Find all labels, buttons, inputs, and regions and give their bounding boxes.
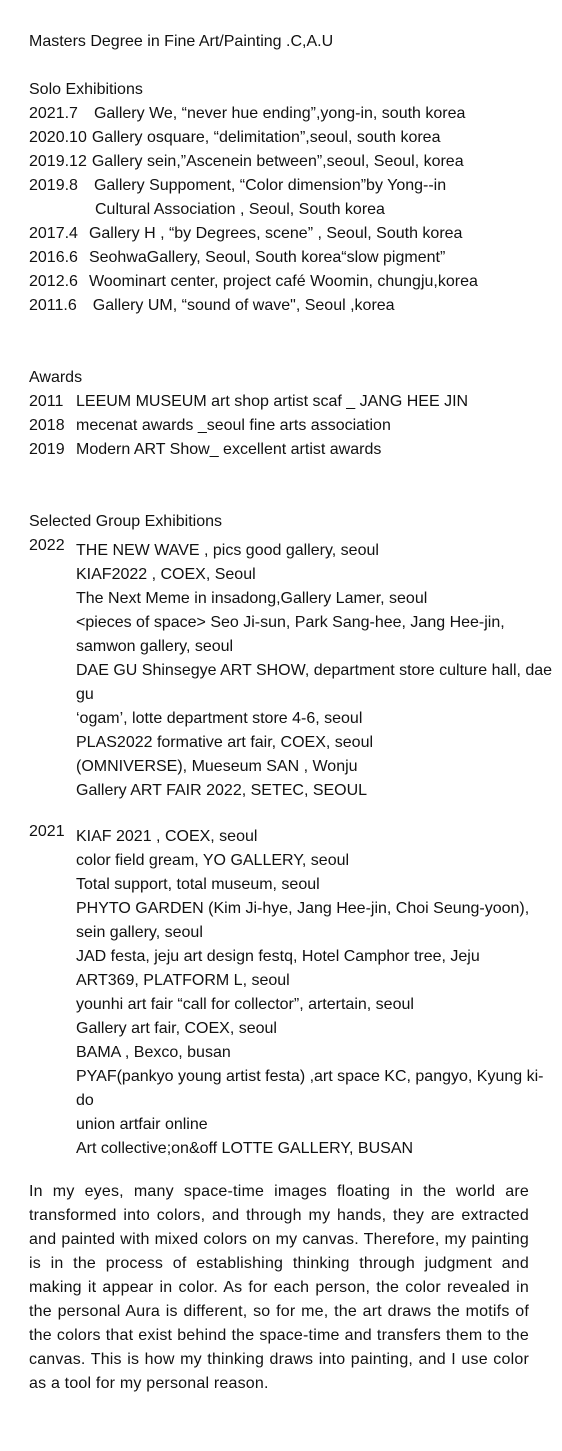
group-exhibition-item: THE NEW WAVE , pics good gallery, seoul	[76, 542, 379, 559]
group-exhibition-item: PLAS2022 formative art fair, COEX, seoul	[76, 734, 374, 751]
group-exhibition-item: Gallery ART FAIR 2022, SETEC, SEOUL	[76, 782, 368, 799]
solo-exhibition-text: SeohwaGallery, Seoul, South korea“slow pigment”	[88, 249, 446, 266]
solo-exhibition-date: 2019.12	[29, 153, 87, 170]
group-exhibition-item: DAE GU Shinsegye ART SHOW, department store culture hall, dae gu	[76, 662, 553, 703]
award-year: 2018	[29, 417, 65, 434]
solo-exhibition-text-continued: Cultural Association , Seoul, South korea	[95, 201, 385, 218]
solo-exhibition-text: Gallery We, “never hue ending”,yong-in, south korea	[93, 105, 466, 122]
solo-exhibition-date: 2020.10	[29, 129, 87, 146]
solo-exhibition-date: 2016.6	[29, 249, 78, 266]
group-year-label: 2022	[29, 537, 65, 554]
solo-exhibition-item	[29, 126, 529, 150]
group-exhibition-item: union artfair online	[76, 1116, 208, 1133]
solo-exhibition-date: 2011.6	[29, 297, 77, 314]
group-exhibition-item: PYAF(pankyo young artist festa) ,art space KC, pangyo, Kyung ki-do	[76, 1068, 544, 1109]
solo-exhibition-date: 2021.7	[29, 105, 78, 122]
group-exhibition-list	[76, 825, 556, 1161]
solo-exhibitions-section	[29, 78, 529, 318]
group-exhibition-item: The Next Meme in insadong,Gallery Lamer, seoul	[76, 590, 428, 607]
group-exhibition-item: color field gream, YO GALLERY, seoul	[76, 852, 350, 869]
group-exhibition-item: BAMA , Bexco, busan	[76, 1044, 231, 1061]
degree-line: Masters Degree in Fine Art/Painting .C,A.U	[29, 33, 334, 50]
group-exhibition-item: younhi art fair “call for collector”, artertain, seoul	[76, 996, 414, 1013]
group-exhibition-item: <pieces of space> Seo Ji-sun, Park Sang-hee, Jang Hee-jin, samwon gallery, seoul	[76, 614, 505, 655]
group-year-label: 2021	[29, 823, 65, 840]
group-year-block-2021	[29, 823, 544, 1161]
group-year-block-2022	[29, 537, 553, 803]
award-year: 2019	[29, 441, 65, 458]
solo-exhibition-date: 2017.4	[29, 225, 78, 242]
solo-exhibition-item	[29, 150, 529, 174]
solo-exhibition-text: Gallery osquare, “delimitation”,seoul, south korea	[91, 129, 441, 146]
solo-exhibition-text: Woominart center, project café Woomin, chungju,korea	[88, 273, 478, 290]
solo-exhibitions-title: Solo Exhibitions	[29, 81, 143, 98]
solo-exhibition-date: 2019.8	[29, 177, 78, 194]
group-exhibition-item: JAD festa, jeju art design festq, Hotel Camphor tree, Jeju	[76, 948, 480, 965]
solo-exhibitions-list	[29, 102, 529, 318]
group-exhibitions-title: Selected Group Exhibitions	[29, 513, 222, 530]
award-item	[29, 414, 529, 438]
solo-exhibition-text: Gallery Suppoment, “Color dimension”by Yong--in	[93, 177, 447, 194]
solo-exhibition-item	[29, 270, 529, 294]
group-exhibition-item: Gallery art fair, COEX, seoul	[76, 1020, 277, 1037]
solo-exhibition-date: 2012.6	[29, 273, 78, 290]
group-exhibition-item: PHYTO GARDEN (Kim Ji-hye, Jang Hee-jin, Choi Seung-yoon), sein gallery, seoul	[76, 900, 530, 941]
group-exhibition-item: KIAF2022 , COEX, Seoul	[76, 566, 256, 583]
award-year: 2011	[29, 393, 64, 410]
solo-exhibition-item	[29, 246, 529, 270]
cv-content	[29, 30, 553, 1161]
group-exhibition-item: KIAF 2021 , COEX, seoul	[76, 828, 258, 845]
awards-section	[29, 366, 529, 462]
group-exhibition-item: ART369, PLATFORM L, seoul	[76, 972, 290, 989]
group-exhibition-item: Total support, total museum, seoul	[76, 876, 320, 893]
solo-exhibition-text: Gallery H , “by Degrees, scene” , Seoul, South korea	[88, 225, 463, 242]
award-item	[29, 438, 529, 462]
group-exhibition-list	[76, 539, 556, 803]
solo-exhibition-text: Gallery UM, “sound of wave", Seoul ,korea	[92, 297, 395, 314]
solo-exhibition-text: Gallery sein,”Ascenein between”,seoul, Seoul, korea	[91, 153, 464, 170]
artist-statement: In my eyes, many space-time images floating in the world are transformed into colors, and through my hands, they are extracted and painted with mixed colors on my canvas. Therefore, my painting is in the process of establishing thinking through judgment and making it appear in color. As for each person, the color revealed in the personal Aura is different, so for me, the art draws the motifs of the colors that exist behind the space-time and transfers them to the canvas. This is how my thinking draws into painting, and I use color as a tool for my personal reason.	[29, 1183, 529, 1392]
award-item	[29, 390, 529, 414]
award-text: LEEUM MUSEUM art shop artist scaf _ JANG HEE JIN	[76, 393, 469, 410]
award-text: Modern ART Show_ excellent artist awards	[76, 441, 382, 458]
group-exhibition-item: (OMNIVERSE), Mueseum SAN , Wonju	[76, 758, 358, 775]
award-text: mecenat awards _seoul fine arts association	[76, 417, 391, 434]
group-exhibitions-section	[29, 510, 553, 1161]
group-exhibition-item: ‘ogam’, lotte department store 4-6, seoul	[76, 710, 363, 727]
solo-exhibition-item	[29, 174, 529, 198]
solo-exhibition-item	[29, 222, 529, 246]
group-exhibition-item: Art collective;on&off LOTTE GALLERY, BUSAN	[76, 1140, 414, 1157]
solo-exhibition-item	[29, 294, 529, 318]
solo-exhibition-item	[29, 102, 529, 126]
awards-title: Awards	[29, 369, 83, 386]
awards-list	[29, 390, 529, 462]
